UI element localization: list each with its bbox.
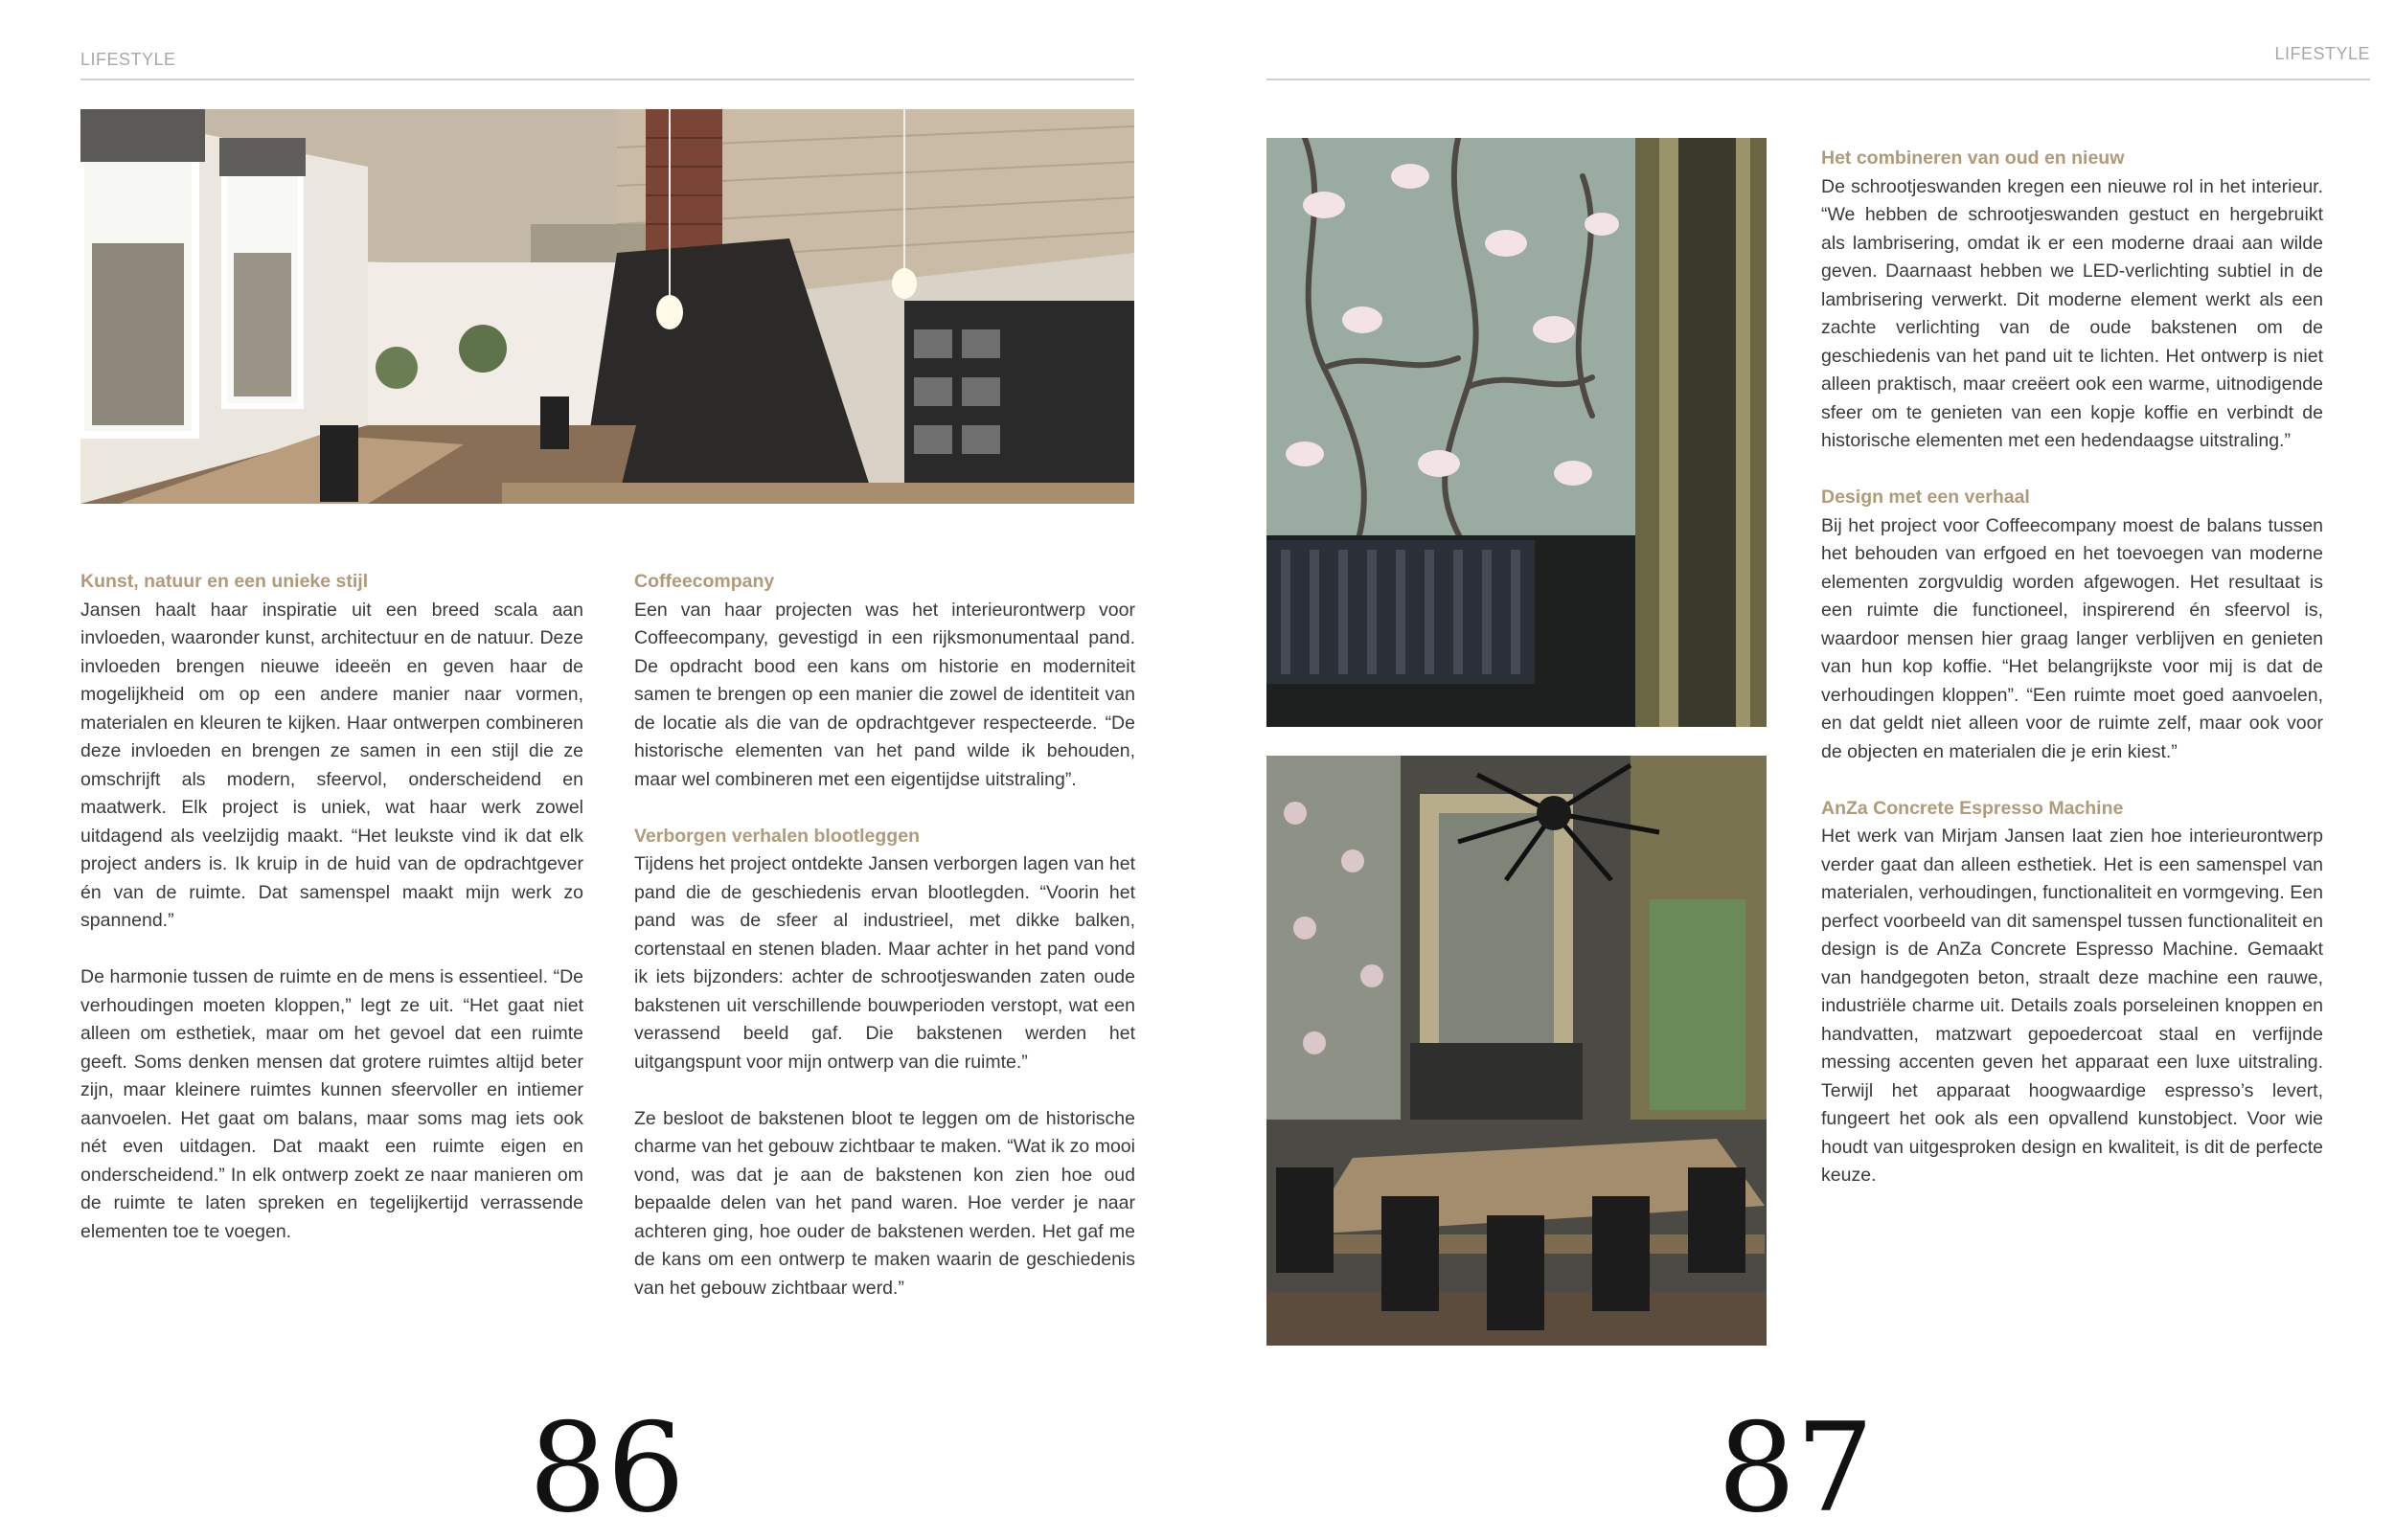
body-paragraph: Jansen haalt haar inspiratie uit een breed scala aan invloeden, waaronder kunst, architectuur en de natuur. Deze invloeden brengen nieuwe ideeën en geven haar de mogelijkheid om op een andere manier naar vormen, materialen en kleuren te kijken. Haar ontwerpen combineren deze invloeden en brengen ze samen in een stijl die ze omschrijft als modern, sfeervol, onderscheidend en maatwerk. Elk project is uniek, wat haar werk zowel uitdagend als veelzijdig maakt. “Het leukste vind ik dat elk project anders is. Ik kruip in de huid van de opdrachtgever én van de ruimte. Dat samenspel maakt mijn werk zo spannend.” [80, 599, 583, 931]
text-column-1 [80, 568, 583, 1275]
body-paragraph: Een van haar projecten was het interieurontwerp voor Coffeecompany, gevestigd in een rijksmonumentaal pand. De opdracht bood een kans om historie en moderniteit samen te brengen op een manier die zowel de identiteit van de locatie als die van de opdrachtgever respecteerde. “De historische elementen van het pand wilde ik behouden, maar wel combineren met een eigentijdse uitstraling”. [634, 599, 1135, 790]
body-paragraph: Ze besloot de bakstenen bloot te leggen om de historische charme van het gebouw zichtbaar te maken. “Wat ik zo mooi vond, was dat je aan de bakstenen kon zien hoe oud bepaalde delen van het pand waren. Hoe verder je naar achteren ging, hoe ouder de bakstenen werden. Het gaf me de kans om een ontwerp te maken waarin de geschiedenis van het gebouw zichtbaar werd.” [634, 1107, 1135, 1299]
office-interior-photo [80, 109, 1134, 504]
section-heading: AnZa Concrete Espresso Machine [1821, 797, 2124, 819]
page-number: 86 [529, 1397, 685, 1540]
text-column-2 [634, 568, 1135, 1331]
section-heading: Kunst, natuur en een unieke stijl [80, 571, 369, 592]
section-heading: Verborgen verhalen blootleggen [634, 825, 920, 847]
body-paragraph: Het werk van Mirjam Jansen laat zien hoe interieurontwerp verder gaat dan alleen esthetiek. Het is een samenspel van materialen, verhoudingen, functionaliteit en vormgeving. Een perfect voorbeeld van dit samenspel tussen functionaliteit en design is de AnZa Concrete Espresso Machine. Gemaakt van handgegoten beton, straalt deze machine een rauwe, industriële charme uit. Details zoals porseleinen knoppen en handvatten, matzwart gepoedercoat staal en verfijnde messing accenten geven het apparaat een luxe uitstraling. Terwijl het apparaat hoogwaardige espresso’s levert, fungeert het ook als een opvallend kunstobject. Voor wie houdt van uitgesproken design en kwaliteit, is dit de perfecte keuze. [1821, 826, 2323, 1186]
section-tag: LIFESTYLE [2274, 44, 2370, 63]
section-heading: Coffeecompany [634, 571, 775, 592]
body-paragraph: De schrootjeswanden kregen een nieuwe rol in het interieur. “We hebben de schrootjeswanden gestuct en hergebruikt als lambrisering, omdat ik er een moderne draai aan wilde geven. Daarnaast hebben we LED-verlichting subtiel in de lambrisering verwerkt. Dit moderne element werkt als een zachte verlichting van de oude bakstenen om de geschiedenis van het pand uit te lichten. Het ontwerp is niet alleen praktisch, maar creëert ook een warme, uitnodigende sfeer om te genieten van een kopje koffie en verbindt de historische elementen met een hedendaagse uitstraling.” [1821, 175, 2323, 451]
body-paragraph: Tijdens het project ontdekte Jansen verborgen lagen van het pand die de geschiedenis ervan blootlegden. “Voorin het pand was de sfeer al industrieel, met dikke balken, cortenstaal en stenen bladen. Maar achter in het pand vond ik iets bijzonders: achter de schrootjeswanden zaten oude bakstenen uit verschillende bouwperioden verstopt, wat een verassend beeld gaf. Die bakstenen werden het uitgangspunt voor mijn ontwerp van die ruimte.” [634, 853, 1135, 1073]
body-paragraph: Bij het project voor Coffeecompany moest de balans tussen het behouden van erfgoed en het toevoegen van moderne elementen zorgvuldig worden afgewogen. Het resultaat is een ruimte die functioneel, inspirerend én sfeervol is, waardoor mensen hier graag langer verblijven en genieten van hun kop koffie. “Het belangrijkste voor mij is dat de verhoudingen kloppen”. “Een ruimte moet goed aanvoelen, en dat geldt niet alleen voor de ruimte zelf, maar ook voor de objecten en materialen die je erin kiest.” [1821, 514, 2323, 762]
magnolia-wallpaper-photo [1266, 138, 1767, 727]
header-rule [1266, 79, 2370, 80]
section-heading: Design met een verhaal [1821, 487, 2030, 508]
text-column-3 [1821, 145, 2323, 1218]
section-heading: Het combineren van oud en nieuw [1821, 147, 2125, 169]
section-tag: LIFESTYLE [80, 50, 176, 69]
page-number: 87 [1718, 1397, 1874, 1540]
dining-room-photo [1266, 756, 1767, 1346]
right-page [1198, 0, 2395, 1540]
body-paragraph: De harmonie tussen de ruimte en de mens is essentieel. “De verhoudingen moeten kloppen,” legt ze uit. “Het gaat niet alleen om esthetiek, maar om het gevoel dat een ruimte geeft. Soms denken mensen dat grotere ruimtes altijd beter zijn, maar kleinere ruimtes kunnen sfeervoller en intiemer aanvoelen. Het gaat om balans, maar soms mag iets ook nét even uitdagen. Dat maakt een ruimte eigen en onderscheidend.” In elk ontwerp zoekt ze naar manieren om de ruimte te laten spreken en tegelijkertijd verrassende elementen toe te voegen. [80, 966, 583, 1242]
header-rule [80, 79, 1134, 80]
